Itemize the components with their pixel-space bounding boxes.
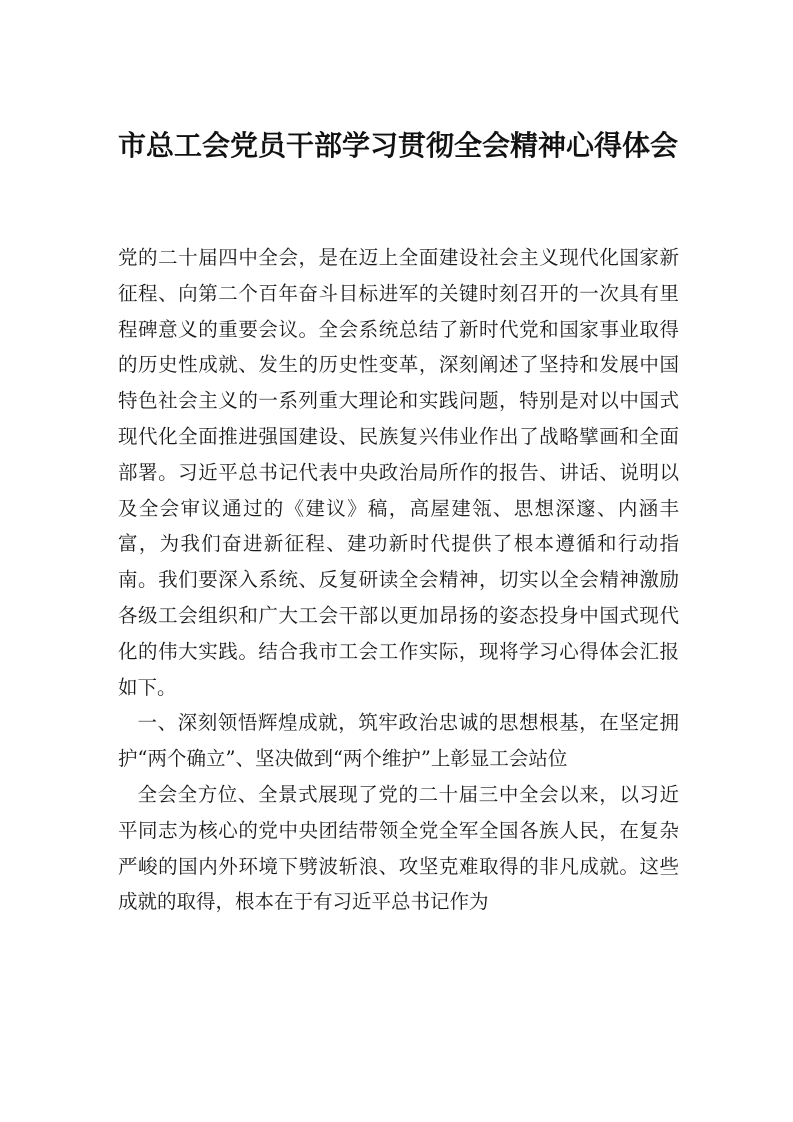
document-body xyxy=(118,240,679,920)
paragraph-section-1: 全会全方位、全景式展现了党的二十届三中全会以来，以习近平同志为核心的党中央团结带领全党全军全国各族人民，在复杂严峻的国内外环境下劈波斩浪、攻坚克难取得的非凡成就。这些成就的取得，根本在于有习近平总书记作为 xyxy=(118,782,679,914)
paragraph-intro: 党的二十届四中全会，是在迈上全面建设社会主义现代化国家新征程、向第二个百年奋斗目标进军的关键时刻召开的一次具有里程碑意义的重要会议。全会系统总结了新时代党和国家事业取得的历史性成就、发生的历史性变革，深刻阐述了坚持和发展中国特色社会主义的一系列重大理论和实践问题，特别是对以中国式现代化全面推进强国建设、民族复兴伟业作出了战略擘画和全面部署。习近平总书记代表中央政治局所作的报告、讲话、说明以及全会审议通过的《建议》稿，高屋建瓴、思想深邃、内涵丰富，为我们奋进新征程、建功新时代提供了根本遵循和行动指南。我们要深入系统、反复研读全会精神，切实以全会精神激励各级工会组织和广大工会干部以更加昂扬的姿态投身中国式现代化的伟大实践。结合我市工会工作实际，现将学习心得体会汇报如下。 xyxy=(118,246,679,699)
document-title: 市总工会党员干部学习贯彻全会精神心得体会 xyxy=(118,129,679,162)
section-heading-1: 一、深刻领悟辉煌成就，筑牢政治忠诚的思想根基，在坚定拥护“两个确立”、坚决做到“两个维护”上彰显工会站位 xyxy=(118,711,679,771)
